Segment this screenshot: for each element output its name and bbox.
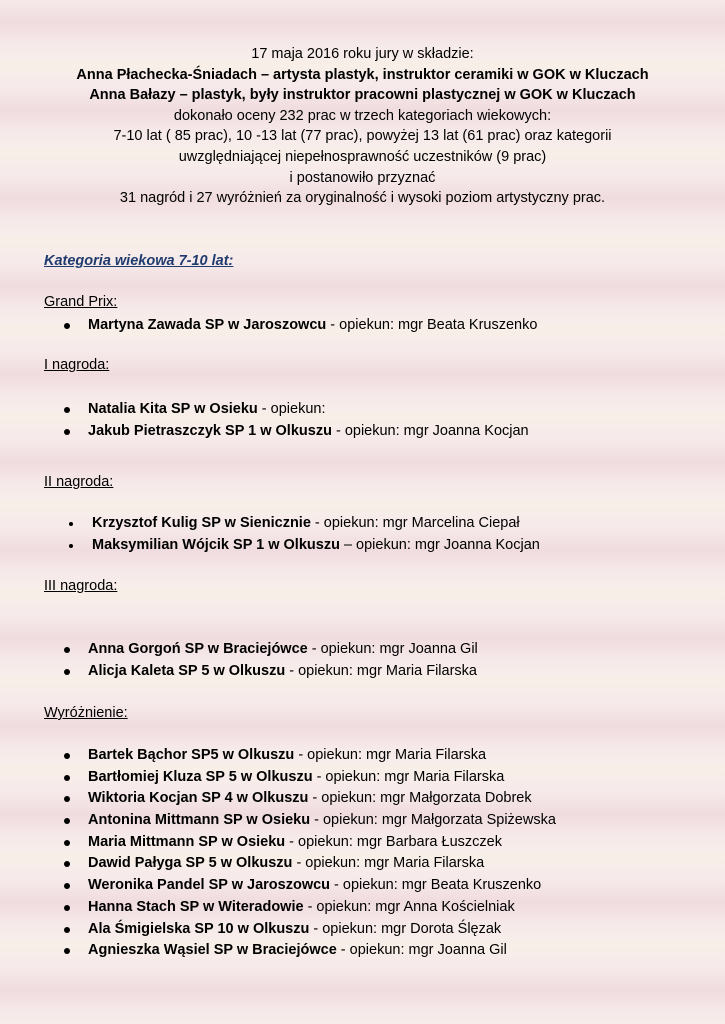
winner-tutor: - opiekun: mgr Barbara Łuszczek [285, 833, 502, 850]
intro-evaluation-line: dokonało oceny 232 prac w trzech kategoriach wiekowych: [173, 107, 552, 124]
winner-name: Agnieszka Wąsiel SP w Braciejówce [88, 942, 337, 959]
grand-prix-heading: Grand Prix: [44, 294, 118, 310]
list-item [0, 767, 556, 789]
winner-tutor: - opiekun: mgr Maria Filarska [292, 855, 485, 872]
second-prize-heading: II nagroda: [44, 474, 114, 490]
winner-tutor: - opiekun: mgr Maria Filarska [285, 662, 477, 679]
third-prize-list [0, 639, 478, 682]
list-item [0, 513, 540, 535]
first-prize-list [0, 399, 529, 442]
winner-name: Jakub Pietraszczyk SP 1 w Olkuszu [88, 422, 332, 439]
grand-prix-list [0, 315, 537, 337]
list-item [0, 639, 478, 661]
winner-tutor: - opiekun: mgr Joanna Gil [336, 942, 507, 959]
winner-tutor: - opiekun: mgr Marcelina Ciepał [310, 515, 520, 531]
list-item [0, 315, 537, 337]
winner-tutor: - opiekun: mgr Małgorzata Dobrek [308, 790, 532, 807]
winner-name: Wiktoria Kocjan SP 4 w Olkuszu [88, 790, 309, 807]
winner-name: Maria Mittmann SP w Osieku [88, 833, 286, 850]
intro-juror-1: Anna Płachecka-Śniadach – artysta plastyk, instruktor ceramiki w GOK w Kluczach [76, 66, 649, 83]
winner-tutor: - opiekun: mgr Małgorzata Spiżewska [310, 812, 556, 829]
winner-name: Weronika Pandel SP w Jaroszowcu [88, 877, 331, 894]
winner-name: Dawid Pałyga SP 5 w Olkuszu [88, 855, 293, 872]
intro-juror-2: Anna Bałazy – plastyk, były instruktor pracowni plastycznej w GOK w Kluczach [89, 87, 636, 104]
winner-tutor: - opiekun: mgr Maria Filarska [312, 768, 505, 785]
winner-name: Anna Gorgoń SP w Braciejówce [88, 641, 308, 657]
list-item [0, 399, 529, 421]
list-item [0, 832, 556, 854]
second-prize-list [0, 513, 540, 556]
winner-tutor: - opiekun: mgr Dorota Ślęzak [309, 920, 502, 937]
jury-intro [30, 44, 695, 209]
list-item [0, 535, 540, 557]
distinction-list [0, 745, 556, 962]
third-prize-heading: III nagroda: [44, 578, 118, 594]
distinction-heading: Wyróżnienie: [44, 705, 128, 721]
winner-name: Bartłomiej Kluza SP 5 w Olkuszu [88, 768, 313, 785]
first-prize-heading: I nagroda: [44, 357, 110, 373]
intro-decision-line: i postanowiło przyznać [289, 169, 436, 186]
intro-date-line: 17 maja 2016 roku jury w składzie: [251, 46, 474, 62]
intro-categories-line: 7-10 lat ( 85 prac), 10 -13 lat (77 prac), powyżej 13 lat (61 prac) oraz kategorii [113, 128, 612, 145]
winner-name: Natalia Kita SP w Osieku [88, 401, 258, 417]
list-item [0, 810, 556, 832]
winner-name: Hanna Stach SP w Witeradowie [88, 898, 304, 915]
winner-name: Alicja Kaleta SP 5 w Olkuszu [88, 662, 286, 679]
winner-tutor: - opiekun: [257, 401, 326, 417]
winner-tutor: - opiekun: mgr Anna Kościelniak [303, 898, 515, 915]
winner-name: Maksymilian Wójcik SP 1 w Olkuszu [92, 536, 340, 553]
winner-name: Bartek Bąchor SP5 w Olkuszu [88, 747, 295, 763]
winner-tutor: - opiekun: mgr Beata Kruszenko [326, 317, 538, 333]
list-item [0, 661, 478, 683]
intro-awards-line: 31 nagród i 27 wyróżnień za oryginalność i wysoki poziom artystyczny prac. [119, 190, 606, 207]
list-item [0, 919, 556, 941]
winner-tutor: - opiekun: mgr Beata Kruszenko [330, 877, 542, 894]
winner-name: Martyna Zawada SP w Jaroszowcu [88, 317, 327, 333]
winner-name: Ala Śmigielska SP 10 w Olkuszu [88, 920, 310, 937]
winner-tutor: - opiekun: mgr Joanna Kocjan [331, 422, 529, 439]
list-item [0, 421, 529, 443]
category-heading: Kategoria wiekowa 7-10 lat: [44, 253, 234, 269]
list-item [0, 745, 556, 767]
winner-tutor: – opiekun: mgr Joanna Kocjan [339, 536, 540, 553]
list-item [0, 853, 556, 875]
winner-tutor: - opiekun: mgr Maria Filarska [294, 747, 487, 763]
intro-disability-line: uwzględniającej niepełnosprawność uczestników (9 prac) [178, 148, 547, 165]
list-item [0, 875, 556, 897]
list-item [0, 940, 556, 962]
list-item [0, 897, 556, 919]
list-item [0, 788, 556, 810]
winner-name: Antonina Mittmann SP w Osieku [88, 812, 311, 829]
winner-name: Krzysztof Kulig SP w Sienicznie [92, 515, 311, 531]
winner-tutor: - opiekun: mgr Joanna Gil [307, 641, 478, 657]
